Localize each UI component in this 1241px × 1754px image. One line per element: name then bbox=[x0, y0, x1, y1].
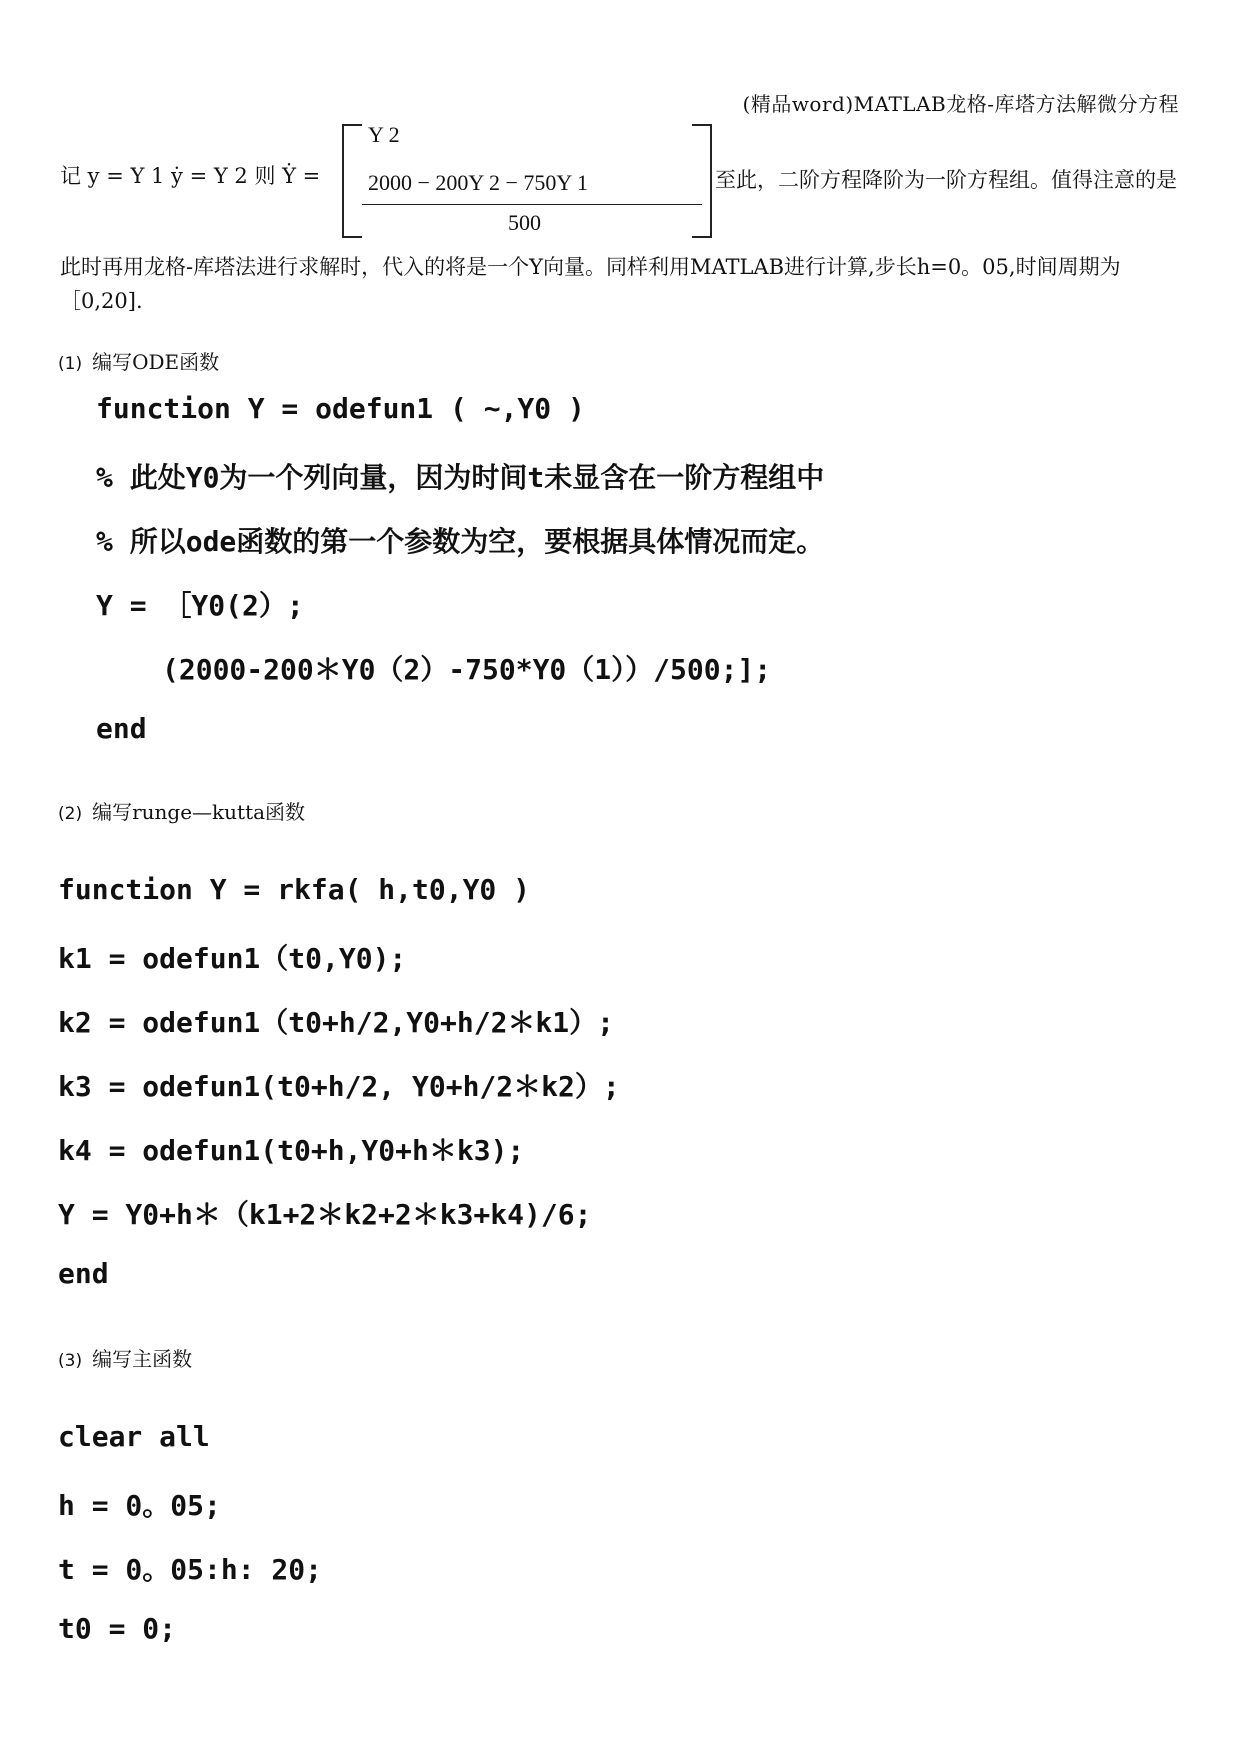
code-line: t0 = 0; bbox=[58, 1612, 177, 1645]
left-bracket bbox=[342, 124, 362, 238]
code-comment-line: % 此处Y0为一个列向量，因为时间t未显含在一阶方程组中 bbox=[96, 461, 825, 494]
vector-formula bbox=[60, 118, 1185, 248]
step-number: (1) bbox=[58, 354, 83, 374]
step-number: (3) bbox=[58, 1351, 83, 1371]
step-3-heading bbox=[58, 1343, 192, 1372]
code-line: Y = Y0+h＊（k1+2＊k2+2＊k3+k4)/6; bbox=[58, 1198, 592, 1231]
document-header: (精品word)MATLAB龙格-库塔方法解微分方程 bbox=[742, 92, 1179, 116]
code-line: h = 0。05; bbox=[58, 1489, 221, 1522]
code-line: function Y = odefun1 ( ~,Y0 ) bbox=[96, 392, 585, 425]
right-bracket bbox=[692, 124, 712, 238]
code-line: end bbox=[58, 1257, 109, 1290]
code-line: k4 = odefun1(t0+h,Y0+h＊k3); bbox=[58, 1134, 525, 1167]
code-line: t = 0。05:h: 20; bbox=[58, 1553, 323, 1586]
code-line: k1 = odefun1（t0,Y0); bbox=[58, 942, 407, 975]
step-1-heading bbox=[58, 346, 219, 375]
code-line: end bbox=[96, 712, 147, 745]
step-label: 编写主函数 bbox=[92, 1347, 193, 1371]
code-line: function Y = rkfa( h,t0,Y0 ) bbox=[58, 873, 531, 906]
vector-top-entry: Y 2 bbox=[368, 122, 400, 147]
code-line: k2 = odefun1（t0+h/2,Y0+h/2＊k1）; bbox=[58, 1006, 615, 1039]
step-label: 编写runge—kutta函数 bbox=[92, 800, 306, 824]
vector-numerator: 2000 − 200Y 2 − 750Y 1 bbox=[368, 170, 588, 195]
code-comment-line: % 所以ode函数的第一个参数为空，要根据具体情况而定。 bbox=[96, 525, 825, 558]
formula-definition: 记 y = Y 1 ẏ = Y 2 则 Ẏ = bbox=[60, 164, 321, 188]
intro-paragraph: 此时再用龙格-库塔法进行求解时，代入的将是一个Y向量。同样利用MATLAB进行计算,步长h=0。05,时间周期为［0,20]. bbox=[60, 255, 1121, 313]
step-number: (2) bbox=[58, 804, 83, 824]
code-line: clear all bbox=[58, 1420, 210, 1453]
vector-denominator: 500 bbox=[508, 210, 541, 235]
step-2-heading bbox=[58, 796, 305, 825]
fraction-line bbox=[362, 204, 702, 205]
code-line: (2000-200＊Y0（2）-750*Y0（1））/500;]; bbox=[162, 653, 772, 686]
code-line: k3 = odefun1(t0+h/2, Y0+h/2＊k2）; bbox=[58, 1070, 620, 1103]
code-line: Y = ［Y0(2）; bbox=[96, 589, 304, 622]
step-label: 编写ODE函数 bbox=[92, 350, 220, 374]
formula-tail-text: 至此，二阶方程降阶为一阶方程组。值得注意的是 bbox=[715, 168, 1177, 192]
